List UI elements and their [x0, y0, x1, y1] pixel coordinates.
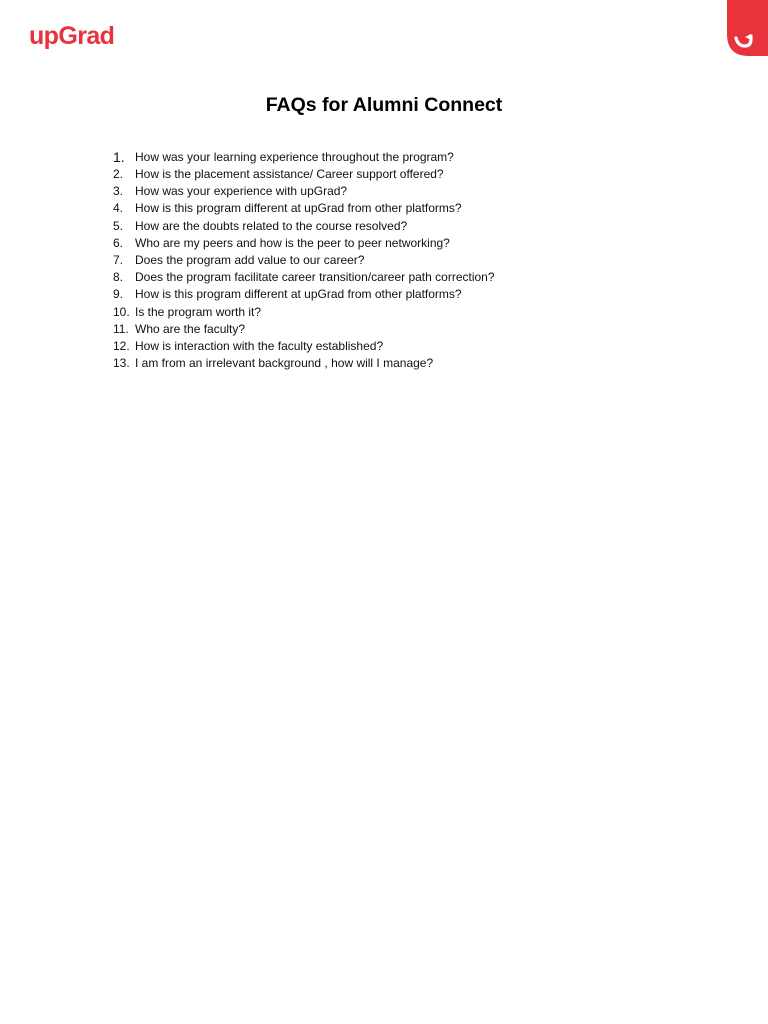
faq-number: 6.: [113, 235, 124, 250]
faq-number: 4.: [113, 201, 124, 216]
faq-question: Is the program worth it?: [135, 304, 262, 319]
faq-item: [113, 269, 495, 286]
upgrad-corner-mark-icon: [727, 0, 768, 56]
upgrad-logo: upGrad: [29, 22, 115, 50]
faq-number: 1.: [113, 149, 125, 165]
faq-number: 11.: [113, 321, 129, 336]
faq-number: 5.: [113, 218, 124, 233]
faq-item: [113, 338, 495, 355]
faq-number: 2.: [113, 167, 124, 181]
faq-item: [113, 286, 495, 303]
faq-question: How is interaction with the faculty established?: [135, 338, 384, 353]
faq-question: How are the doubts related to the course resolved?: [135, 218, 408, 233]
faq-question: Does the program add value to our career?: [135, 252, 365, 267]
page-title: FAQs for Alumni Connect: [265, 94, 503, 116]
faq-item: [113, 183, 495, 200]
faq-number: 10.: [113, 304, 130, 319]
faq-item: [113, 235, 495, 252]
faq-number: 13.: [113, 356, 130, 371]
faq-question: How was your experience with upGrad?: [135, 184, 348, 199]
faq-list: [113, 148, 495, 372]
faq-number: 7.: [113, 252, 124, 267]
faq-question: Who are the faculty?: [135, 321, 246, 336]
faq-question: Who are my peers and how is the peer to peer networking?: [135, 235, 450, 250]
faq-number: 9.: [113, 287, 124, 302]
faq-question: How is this program different at upGrad from other platforms?: [135, 201, 462, 216]
faq-question: Does the program facilitate career transition/career path correction?: [135, 270, 495, 285]
faq-item: [113, 200, 495, 217]
faq-item: [113, 218, 495, 235]
faq-question: How is this program different at upGrad from other platforms?: [135, 287, 462, 302]
faq-item: [113, 355, 495, 372]
faq-question: I am from an irrelevant background , how will I manage?: [135, 356, 434, 371]
faq-number: 3.: [113, 184, 124, 199]
faq-question: How was your learning experience throughout the program?: [135, 150, 454, 164]
faq-item: [113, 148, 495, 166]
faq-item: [113, 166, 495, 183]
faq-item: [113, 252, 495, 269]
faq-question: How is the placement assistance/ Career support offered?: [135, 167, 444, 181]
faq-item: [113, 304, 495, 321]
faq-number: 12.: [113, 338, 130, 353]
faq-item: [113, 321, 495, 338]
faq-number: 8.: [113, 270, 124, 285]
